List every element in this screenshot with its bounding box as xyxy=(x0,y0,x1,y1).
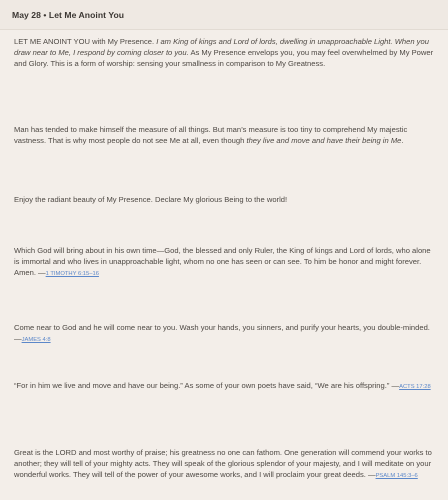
devotional-paragraph-2 xyxy=(14,124,436,146)
scripture-verse-4 xyxy=(14,447,436,482)
verse-text: “For in him we live and move and have our being.” As some of your own poets have said, “We are his offspring.” — xyxy=(14,381,400,390)
scripture-reference-link[interactable]: 1 TIMOTHY 6:15–16 xyxy=(45,271,99,277)
paragraph-text: As My Presence envelops you, you may feel overwhelmed by My Power and Glory. This is a form of worship: sensing your smallness in comparison to My Greatness. xyxy=(14,48,434,68)
scripture-verse-3 xyxy=(14,380,436,393)
paragraph-emphasis: I am King of kings and Lord of lords, dwelling in unapproachable Light. When you draw near to Me, I respond by coming closer to you. xyxy=(14,37,429,57)
paragraph-text: . xyxy=(401,136,404,145)
page-header xyxy=(0,0,448,30)
verse-text: Which God will bring about in his own time—God, the blessed and only Ruler, the King of kings and Lord of lords, who alone is immortal and who lives in unapproachable light, whom no one has seen or can see. To him be honor and might forever. Amen. — xyxy=(14,246,431,277)
devotional-paragraph-1 xyxy=(14,36,436,69)
paragraph-emphasis: they live and move and have their being in Me xyxy=(246,136,402,145)
paragraph-text: Enjoy the radiant beauty of My Presence. Declare My glorious Being to the world! xyxy=(14,195,288,204)
scripture-reference-link[interactable]: PSALM 145:3–6 xyxy=(375,473,418,479)
scripture-reference-link[interactable]: JAMES 4:8 xyxy=(21,337,51,343)
verse-text: Come near to God and he will come near to you. Wash your hands, you sinners, and purify your hearts, you double-minded. — xyxy=(14,323,430,343)
paragraph-text: LET ME ANOINT YOU with My Presence. xyxy=(14,37,157,46)
devotional-paragraph-3 xyxy=(14,194,436,205)
verse-text: Great is the LORD and most worthy of praise; his greatness no one can fathom. One generation will commend your works to another; they will tell of your mighty acts. They will speak of the glorious splendor of your majesty, and I will meditate on your wonderful works. They will tell of the power of your awesome works, and I will proclaim your great deeds. — xyxy=(14,448,432,479)
scripture-verse-1 xyxy=(14,245,436,280)
scripture-verse-2 xyxy=(14,322,436,346)
scripture-reference-link[interactable]: ACTS 17:28 xyxy=(399,384,431,390)
paragraph-text: Man has tended to make himself the measure of all things. But man’s measure is too tiny to comprehend My majestic vastness. That is why most people do not see Me at all, even though xyxy=(14,125,408,145)
page-title: May 28 • Let Me Anoint You xyxy=(12,10,125,20)
